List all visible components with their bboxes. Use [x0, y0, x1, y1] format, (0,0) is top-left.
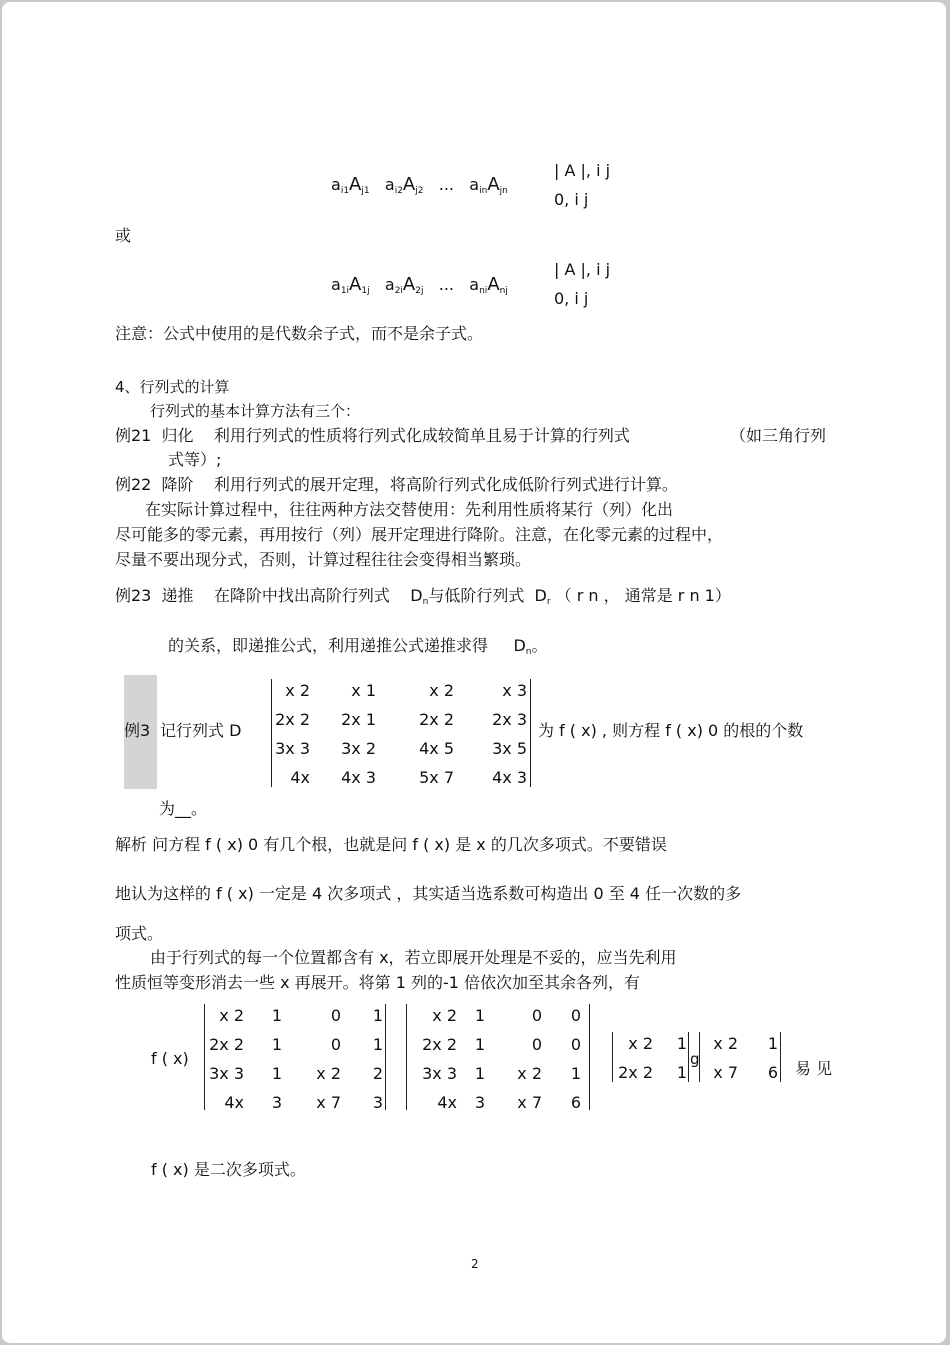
- det-4-cell: 6: [767, 1063, 778, 1082]
- det-2-cell: 6: [570, 1093, 581, 1112]
- det-2-cell: x 7: [517, 1093, 542, 1112]
- det-1-cell: 3x 3: [209, 1064, 244, 1083]
- det-2-cell: 3x 3: [422, 1064, 457, 1083]
- det-d-cell: 4x: [290, 768, 310, 787]
- analysis-line-2: 地认为这样的 f ( x) 一定是 4 次多项式 ，其实适当选系数可构造出 0 至 4 任一次数的多: [115, 884, 742, 903]
- det-4-right-bar: [780, 1032, 781, 1082]
- det-1-cell: 0: [330, 1006, 341, 1025]
- document-page: [2, 2, 946, 1343]
- det-d-cell: 4x 3: [341, 768, 376, 787]
- det-2-cell: 4x: [437, 1093, 457, 1112]
- det-d-left-bar: [271, 679, 272, 787]
- det-d-cell: 5x 7: [419, 768, 454, 787]
- det-1-cell: 1: [271, 1064, 282, 1083]
- det-d-cell: 4x 3: [492, 768, 527, 787]
- det-1-left-bar: [204, 1004, 205, 1110]
- det-2-cell: 0: [570, 1006, 581, 1025]
- det-2-cell: 3: [474, 1093, 485, 1112]
- det-d-cell: x 3: [502, 681, 527, 700]
- det-2-cell: x 2: [432, 1006, 457, 1025]
- det-2-cell: 0: [570, 1035, 581, 1054]
- det-3-cell: 1: [676, 1063, 687, 1082]
- det-3-left-bar: [612, 1032, 613, 1082]
- page-number: 2: [471, 1257, 479, 1271]
- det-4-cell: x 2: [713, 1034, 738, 1053]
- det-d-cell: 2x 2: [275, 710, 310, 729]
- det-1-cell: 3: [271, 1093, 282, 1112]
- formula-1-case-2: 0, i j: [554, 190, 589, 209]
- det-1-cell: x 7: [316, 1093, 341, 1112]
- det-2-cell: x 2: [517, 1064, 542, 1083]
- det-1-cell: 0: [330, 1035, 341, 1054]
- det-d-cell: x 2: [429, 681, 454, 700]
- formula-1-lhs: $a_{i1}A_{j1}$ $a_{i2}A_{j2}$ ... $a_{in}A_{jn}$: [331, 174, 508, 196]
- example-21: 例21 归化 利用行列式的性质将行列式化成较简单且易于计算的行列式: [115, 426, 630, 445]
- det-1-cell: 2: [372, 1064, 383, 1083]
- or-text: 或: [115, 226, 132, 245]
- det-2-cell: 0: [531, 1006, 542, 1025]
- multiply-sign: g: [690, 1050, 700, 1068]
- det-1-cell: 1: [372, 1006, 383, 1025]
- det-4-cell: x 7: [713, 1063, 738, 1082]
- det-d-cell: 2x 3: [492, 710, 527, 729]
- det-d-cell: x 2: [285, 681, 310, 700]
- formula-1-case-1: | A |, i j: [554, 161, 611, 180]
- det-2-cell: 1: [474, 1006, 485, 1025]
- conclusion-text: f ( x) 是二次多项式。: [151, 1160, 306, 1179]
- det-d-cell: 3x 5: [492, 739, 527, 758]
- det-2-left-bar: [406, 1004, 407, 1110]
- det-1-cell: 4x: [224, 1093, 244, 1112]
- det-3-cell: 1: [676, 1034, 687, 1053]
- note-text: 注意：公式中使用的是代数余子式，而不是余子式。: [115, 324, 484, 343]
- det-3-cell: 2x 2: [618, 1063, 653, 1082]
- det-1-cell: x 2: [219, 1006, 244, 1025]
- example-3-tail: 为 f ( x) , 则方程 f ( x) 0 的根的个数: [538, 721, 804, 740]
- det-d-right-bar: [530, 679, 531, 787]
- det-4-cell: 1: [767, 1034, 778, 1053]
- easy-see-text: 易 见: [795, 1059, 833, 1078]
- formula-2-case-1: | A |, i j: [554, 260, 611, 279]
- det-1-cell: 1: [271, 1006, 282, 1025]
- analysis-line-1: 解析 问方程 f ( x) 0 有几个根，也就是问 f ( x) 是 x 的几次多项式。不要错误: [115, 835, 667, 854]
- det-2-cell: 0: [531, 1035, 542, 1054]
- analysis-line-3: 项式。: [115, 924, 164, 943]
- paragraph-line-1: 在实际计算过程中，往往两种方法交替使用：先利用性质将某行（列）化出: [145, 500, 674, 519]
- paragraph-line-3: 尽量不要出现分式，否则，计算过程往往会变得相当繁琐。: [115, 550, 532, 569]
- formula-2-lhs: $a_{1i}A_{1j}$ $a_{2i}A_{2j}$ ... $a_{ni}A_{nj}$: [331, 274, 508, 296]
- det-d-cell: 2x 2: [419, 710, 454, 729]
- det-2-cell: 2x 2: [422, 1035, 457, 1054]
- example-3-lead: 记行列式 D: [160, 721, 242, 740]
- det-d-cell: x 1: [351, 681, 376, 700]
- det-d-cell: 2x 1: [341, 710, 376, 729]
- det-1-right-bar: [385, 1004, 386, 1110]
- det-1-cell: x 2: [316, 1064, 341, 1083]
- det-d-cell: 3x 3: [275, 739, 310, 758]
- paragraph-line-2: 尽可能多的零元素，再用按行（列）展开定理进行降阶。注意，在化零元素的过程中，: [115, 525, 724, 544]
- det-1-cell: 1: [372, 1035, 383, 1054]
- section-title: 4、行列式的计算: [115, 378, 230, 396]
- intro-text: 行列式的基本计算方法有三个：: [150, 402, 361, 420]
- example-21-paren: （如三角行列: [730, 426, 827, 445]
- det-2-cell: 1: [570, 1064, 581, 1083]
- fx-label: f ( x): [151, 1049, 189, 1068]
- example-23-line-2: 的关系，即递推公式，利用递推公式递推求得 $D_n$。: [168, 636, 548, 657]
- det-d-cell: 4x 5: [419, 739, 454, 758]
- example-23-line-1: 例23 递推 在降阶中找出高阶行列式 $D_n$与低阶行列式 $D_r$ （ r n ， 通常是 r n 1）: [115, 586, 731, 607]
- analysis-line-4: 由于行列式的每一个位置都含有 x，若立即展开处理是不妥的，应当先利用: [150, 948, 677, 967]
- det-2-cell: 1: [474, 1064, 485, 1083]
- det-2-cell: 1: [474, 1035, 485, 1054]
- det-3-cell: x 2: [628, 1034, 653, 1053]
- example-21-cont: 式等）;: [168, 450, 222, 469]
- formula-2-case-2: 0, i j: [554, 289, 589, 308]
- det-2-right-bar: [589, 1004, 590, 1110]
- example-3-label: 例3: [124, 721, 151, 740]
- det-3-right-bar: [688, 1032, 689, 1082]
- example-3-tail-2: 为__。: [159, 799, 208, 818]
- analysis-line-5: 性质恒等变形消去一些 x 再展开。将第 1 列的-1 倍依次加至其余各列，有: [115, 973, 641, 992]
- det-1-cell: 3: [372, 1093, 383, 1112]
- det-d-cell: 3x 2: [341, 739, 376, 758]
- det-1-cell: 1: [271, 1035, 282, 1054]
- example-22: 例22 降阶 利用行列式的展开定理，将高阶行列式化成低阶行列式进行计算。: [115, 475, 678, 494]
- det-1-cell: 2x 2: [209, 1035, 244, 1054]
